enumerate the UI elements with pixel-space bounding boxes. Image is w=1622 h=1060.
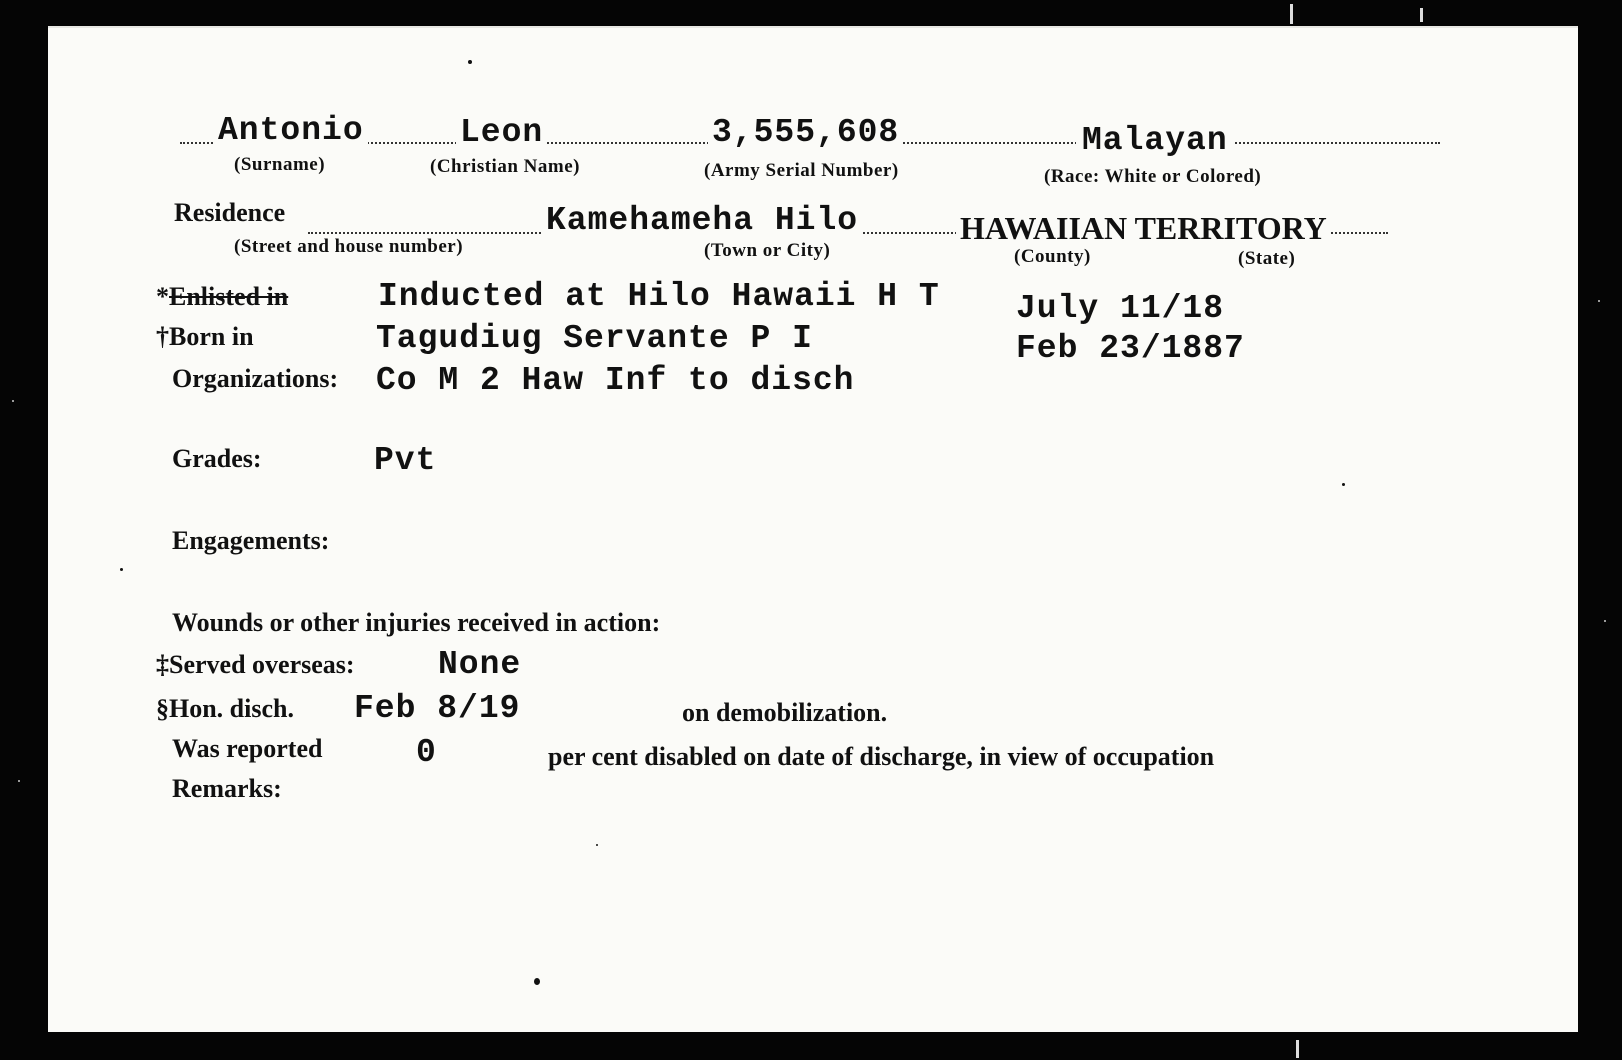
ink-speck <box>1342 483 1345 486</box>
scan-noise <box>1598 300 1600 302</box>
born-label <box>156 322 254 352</box>
grades-label: Grades: <box>172 444 262 473</box>
christian-name-caption: (Christian Name) <box>430 156 580 177</box>
ink-speck <box>534 978 540 985</box>
reported-suffix: per cent disabled on date of discharge, in view of occupation <box>548 742 1215 771</box>
scan-noise <box>1296 1040 1299 1058</box>
county-caption: (County) <box>1014 246 1091 267</box>
born-date: Feb 23/1887 <box>1016 330 1245 367</box>
scan-noise <box>1420 8 1423 22</box>
grades-value: Pvt <box>374 442 437 479</box>
born-value: Tagudiug Servante P I <box>376 320 813 357</box>
ink-speck <box>120 568 123 571</box>
enlisted-marker: * <box>156 282 169 311</box>
engagements-label: Engagements: <box>172 526 330 555</box>
organizations-value: Co M 2 Haw Inf to disch <box>376 362 855 399</box>
residence-label: Residence <box>174 198 289 228</box>
residence-town-value: Kamehameha Hilo <box>542 202 862 239</box>
street-caption: (Street and house number) <box>234 236 464 257</box>
scan-noise <box>12 400 14 402</box>
scan-edge <box>48 26 1578 28</box>
hon-disch-suffix: on demobilization. <box>682 698 888 727</box>
hon-disch-label: §Hon. disch. <box>156 694 294 723</box>
residence-county-state-value: HAWAIIAN TERRITORY <box>956 210 1331 247</box>
served-overseas-label: ‡Served overseas: <box>156 650 355 679</box>
enlisted-date: July 11/18 <box>1016 290 1225 327</box>
enlisted-value: Inducted at Hilo Hawaii H T <box>378 278 940 315</box>
served-overseas-value: None <box>438 646 522 683</box>
organizations-label: Organizations: <box>172 364 339 393</box>
wounds-label: Wounds or other injuries received in action: <box>172 608 661 637</box>
ink-speck <box>596 844 598 846</box>
born-label-text: Born in <box>169 322 254 351</box>
hon-disch-value: Feb 8/19 <box>354 690 521 727</box>
enlisted-label <box>156 282 288 312</box>
born-marker: † <box>156 322 169 351</box>
scan-noise <box>1290 4 1293 24</box>
surname-caption: (Surname) <box>234 154 326 175</box>
town-caption: (Town or City) <box>704 240 831 261</box>
ink-speck <box>468 60 472 64</box>
state-caption: (State) <box>1238 248 1296 269</box>
race-value: Malayan <box>1076 122 1234 159</box>
race-caption: (Race: White or Colored) <box>1044 166 1262 187</box>
scan-noise <box>1604 620 1606 622</box>
reported-value: 0 <box>416 734 437 771</box>
remarks-label: Remarks: <box>172 774 282 803</box>
christian-name-value: Leon <box>456 114 547 151</box>
reported-label: Was reported <box>172 734 323 763</box>
serial-number-value: 3,555,608 <box>708 114 903 151</box>
enlisted-label-text: Enlisted in <box>169 282 289 311</box>
scan-noise <box>18 780 20 782</box>
serial-number-caption: (Army Serial Number) <box>704 160 899 181</box>
record-card <box>48 26 1578 1032</box>
surname-value: Antonio <box>214 112 368 149</box>
